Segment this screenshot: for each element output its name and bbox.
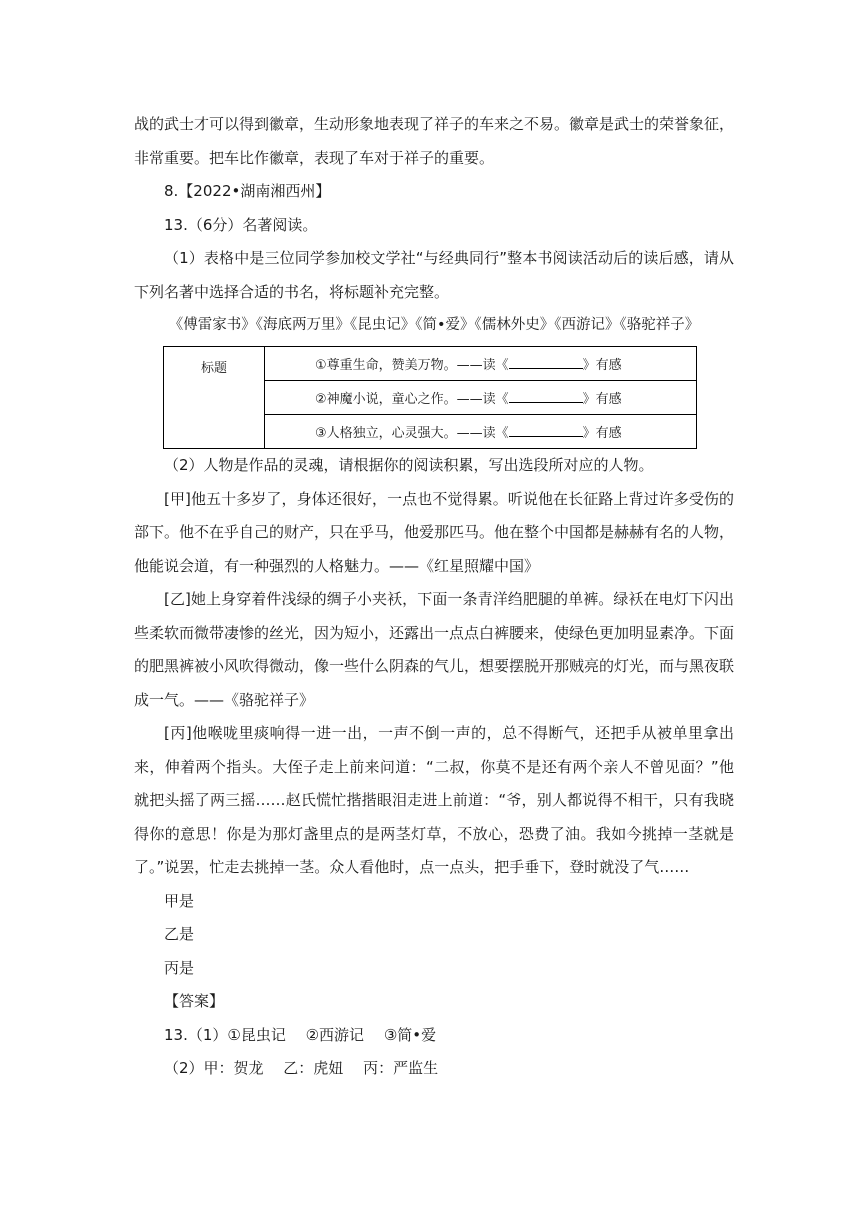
fill-line-yi: 乙是 bbox=[164, 925, 195, 943]
row-text-before: ③人格独立，心灵强大。——读《 bbox=[315, 426, 509, 441]
passage-jia: [甲]他五十多岁了，身体还很好，一点也不觉得累。听说他在长征路上背过许多受伤的部下。他不在乎自己的财产，只在乎马，他爱那匹马。他在整个中国都是赫赫有名的人物，他能说会道，有一种强烈的人格魅力。——《红星照耀中国》 bbox=[134, 489, 735, 575]
answer-part1: 13.（1）①昆虫记 ②西游记 ③简•爱 bbox=[164, 1025, 437, 1044]
table-row bbox=[265, 347, 697, 381]
blank-fill-1[interactable] bbox=[509, 356, 583, 369]
row-text-after: 》有感 bbox=[582, 358, 622, 373]
row-text-after: 》有感 bbox=[582, 392, 622, 407]
answer-label: 【答案】 bbox=[164, 992, 225, 1010]
question-header: 13.（6分）名著阅读。 bbox=[164, 215, 318, 234]
table-label: 标题 bbox=[164, 347, 265, 449]
fill-line-jia: 甲是 bbox=[164, 891, 195, 910]
title-table bbox=[163, 346, 697, 449]
answer-part2: （2）甲：贺龙 乙：虎妞 丙：严监生 bbox=[164, 1059, 439, 1077]
intro-line-2: 非常重要。把车比作徽章，表现了车对于祥子的重要。 bbox=[134, 148, 495, 167]
book-list: 《傅雷家书》《海底两万里》《昆虫记》《简•爱》《儒林外史》《西游记》《骆驼祥子》 bbox=[168, 317, 700, 333]
question-source: 8.【2022•湖南湘西州】 bbox=[164, 182, 331, 200]
blank-fill-2[interactable] bbox=[509, 390, 583, 403]
passage-yi: [乙]她上身穿着件浅绿的绸子小夹袄，下面一条青洋绉肥腿的单裤。绿袄在电灯下闪出些柔软而微带凄惨的丝光，因为短小，还露出一点点白裤腰来，使绿色更加明显素净。下面的肥黑裤被小风吹得微动，像一些什么阴森的气儿，想要摆脱开那贼亮的灯光，而与黑夜联成一气。——《骆驼祥子》 bbox=[134, 590, 735, 709]
part1-prompt: （1）表格中是三位同学参加校文学社“与经典同行”整本书阅读活动后的读后感，请从下列名著中选择合适的书名，将标题补充完整。 bbox=[134, 249, 734, 301]
blank-fill-3[interactable] bbox=[509, 424, 583, 437]
row-text-before: ①尊重生命，赞美万物。——读《 bbox=[315, 358, 509, 373]
intro-line-1: 战的武士才可以得到徽章，生动形象地表现了祥子的车来之不易。徽章是武士的荣誉象征， bbox=[134, 115, 735, 133]
passage-bing: [丙]他喉咙里痰响得一进一出，一声不倒一声的，总不得断气，还把手从被单里拿出来，伸着两个指头。大侄子走上前来问道：“二叔，你莫不是还有两个亲人不曾见面？”他就把头摇了两三摇……赵氏慌忙揩揩眼泪走进上前道：“爷，别人都说得不相干，只有我晓得你的意思！你是为那灯盏里点的是两茎灯草，不放心，恐费了油。我如今挑掉一茎就是了。”说罢，忙走去挑掉一茎。众人看他时，点一点头，把手垂下，登时就没了气…… bbox=[134, 724, 734, 876]
document-page bbox=[134, 108, 734, 1086]
fill-line-bing: 丙是 bbox=[164, 958, 195, 977]
table-row bbox=[265, 381, 697, 415]
table-row bbox=[265, 415, 697, 449]
row-text-after: 》有感 bbox=[582, 426, 622, 441]
part2-prompt: （2）人物是作品的灵魂，请根据你的阅读积累，写出选段所对应的人物。 bbox=[164, 456, 654, 474]
row-text-before: ②神魔小说，童心之作。——读《 bbox=[315, 392, 509, 407]
